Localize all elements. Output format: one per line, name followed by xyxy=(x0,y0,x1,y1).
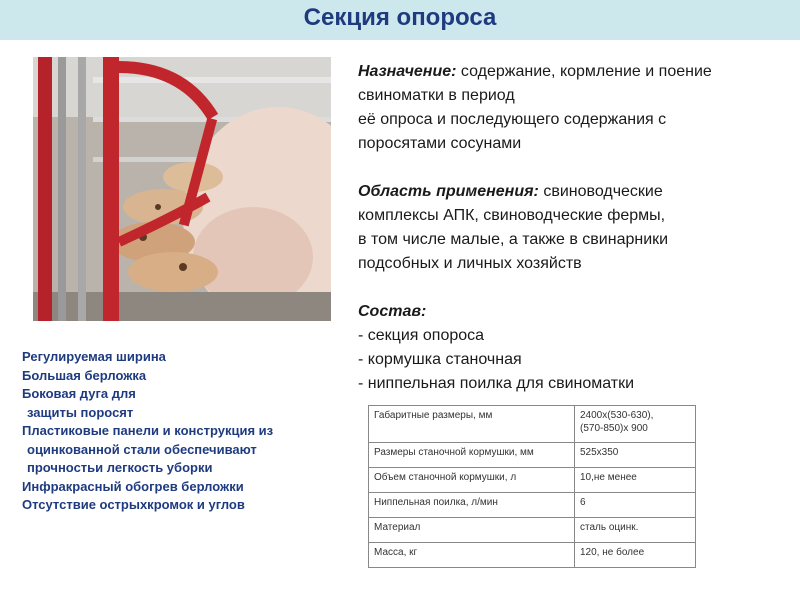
spec-value: 525х350 xyxy=(575,443,696,468)
composition-heading: Состав: xyxy=(358,303,427,320)
feature-item: Регулируемая ширина xyxy=(22,349,166,364)
feature-item: Пластиковые панели и конструкция из xyxy=(22,423,274,438)
spec-value: 6 xyxy=(575,493,696,518)
feature-item: Инфракрасный обогрев берложки xyxy=(22,478,244,494)
scope-line-2: комплексы АПК, свиноводческие фермы, xyxy=(358,207,666,224)
feature-item: Большая берложка xyxy=(22,367,147,383)
photo-illustration xyxy=(33,57,331,321)
spec-value: 120, не более xyxy=(575,543,696,568)
spec-key: Материал xyxy=(369,518,575,543)
composition-item: - кормушка станочная xyxy=(358,351,522,368)
scope-line-1 xyxy=(358,180,788,204)
table-row xyxy=(369,493,696,518)
spec-key: Габаритные размеры, мм xyxy=(369,406,575,443)
table-row xyxy=(369,443,696,468)
spec-key: Размеры станочной кормушки, мм xyxy=(369,443,575,468)
spec-key: Ниппельная поилка, л/мин xyxy=(369,493,575,518)
feature-item-continuation: оцинкованной стали обеспечивают xyxy=(27,441,257,457)
purpose-line-2: её опроса и последующего содержания с xyxy=(358,111,667,128)
table-row xyxy=(369,406,696,443)
feature-item-continuation: защиты поросят xyxy=(27,404,134,420)
purpose-line-3: поросятами сосунами xyxy=(358,135,522,152)
page-title: Секция опороса xyxy=(303,4,497,31)
composition-item: - ниппельная поилка для свиноматки xyxy=(358,375,635,392)
composition-item: - секция опороса xyxy=(358,327,485,344)
table-row xyxy=(369,468,696,493)
specs-table xyxy=(368,405,696,568)
spec-key: Масса, кг xyxy=(369,543,575,568)
table-row xyxy=(369,543,696,568)
spec-value: сталь оцинк. xyxy=(575,518,696,543)
scope-line-4: подсобных и личных хозяйств xyxy=(358,255,582,272)
description-block xyxy=(358,60,788,396)
scope-heading: Область применения: xyxy=(358,183,539,200)
scope-text: свиноводческие xyxy=(538,183,663,200)
purpose-text: содержание, кормление и поение свиноматки в период xyxy=(358,63,712,104)
table-row xyxy=(369,518,696,543)
photo-sow-farrowing-crate xyxy=(33,57,331,321)
purpose-heading: Назначение: xyxy=(358,63,457,80)
spec-key: Объем станочной кормушки, л xyxy=(369,468,575,493)
feature-item-continuation: прочностьи легкость уборки xyxy=(27,460,213,475)
feature-item: Боковая дуга для xyxy=(22,386,136,401)
purpose-line-1 xyxy=(358,60,788,108)
spec-value: 2400х(530-630), (570-850)х 900 xyxy=(575,406,696,443)
spec-value: 10,не менее xyxy=(575,468,696,493)
feature-item: Отсутствие острыхкромок и углов xyxy=(22,497,245,512)
features-list xyxy=(22,348,342,515)
scope-line-3: в том числе малые, а также в свинарники xyxy=(358,231,669,248)
